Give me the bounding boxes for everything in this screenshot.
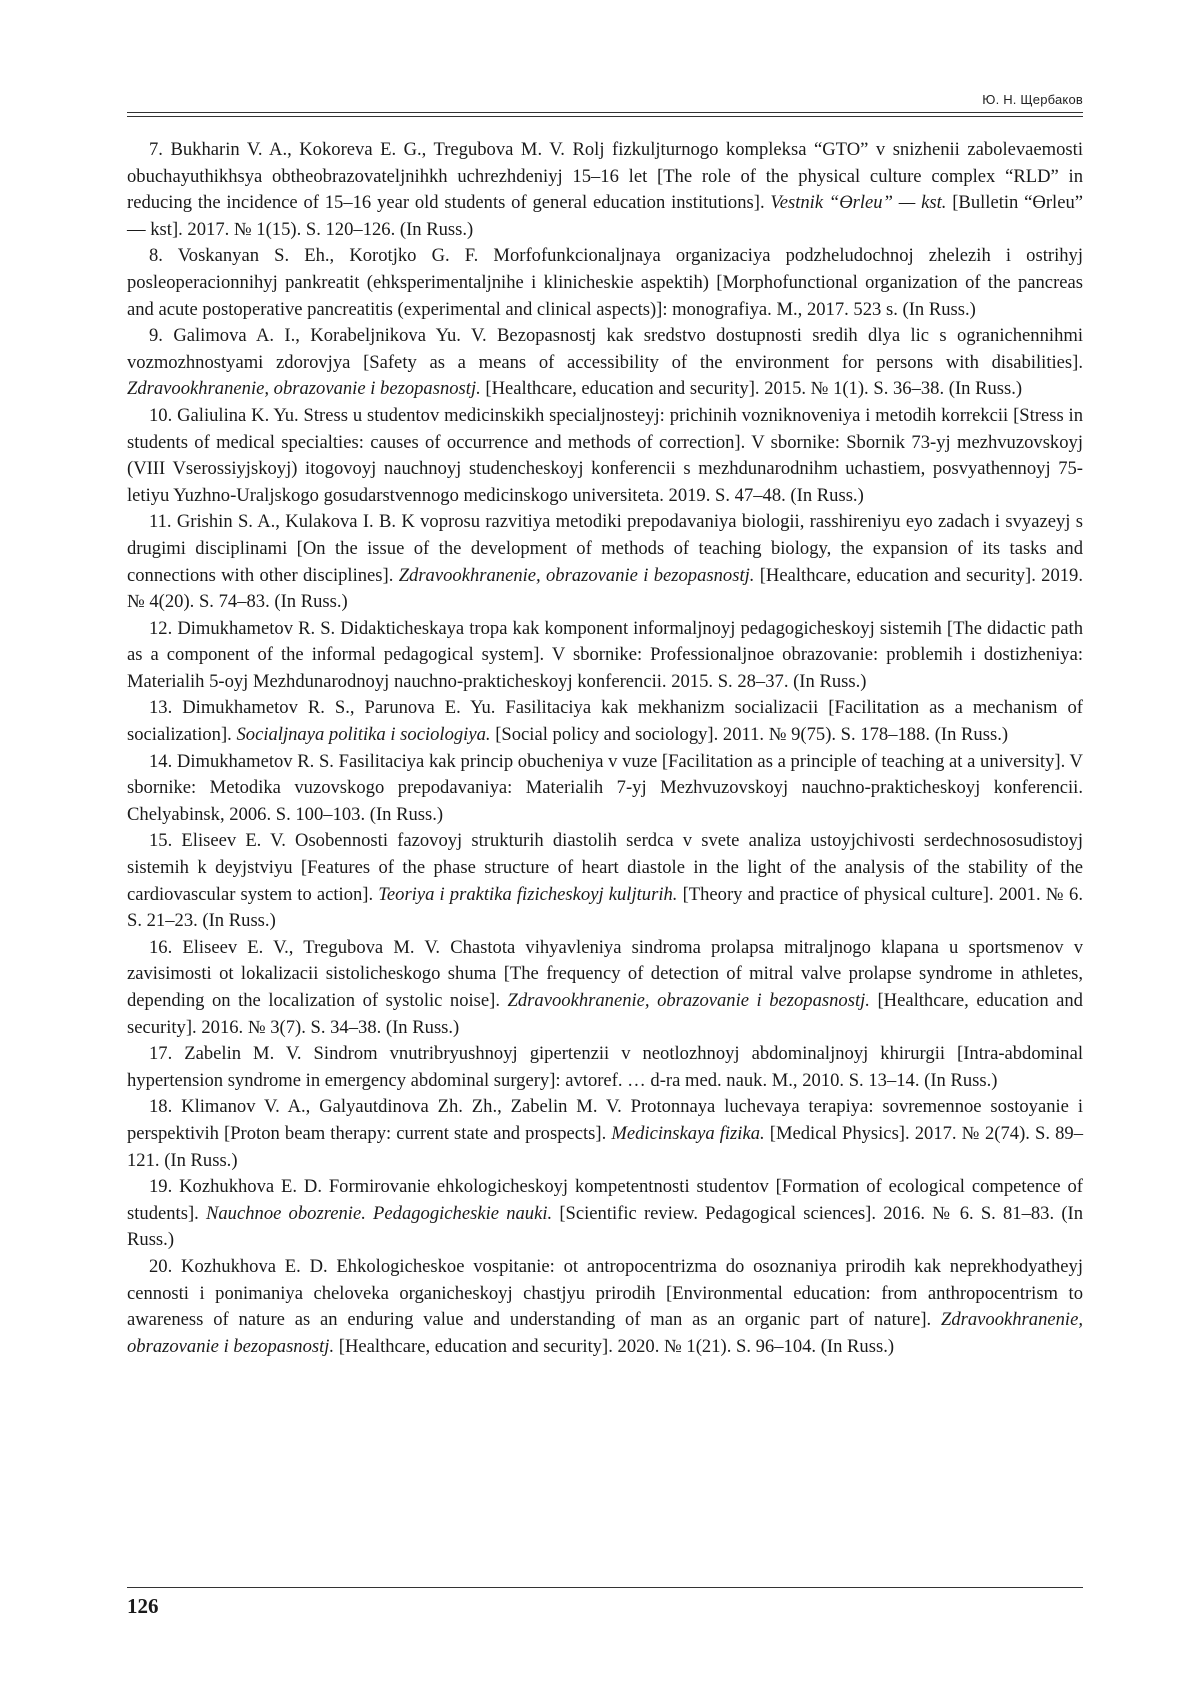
reference-item <box>127 403 1083 509</box>
reference-text: 7. Bukharin V. A., Kokoreva E. G., Tregubova M. V. Rolj fizkuljturnogo kompleksa “GTO” v snizhenii zabolevaemosti obuchayuthikhsya obtheobrazovateljnihkh uchrezhdeniyj 15–16 let [The role of the physical culture complex “RLD” in reducing the incidence of 15–16 year old students of general education institutions]. <box>127 139 1083 214</box>
reference-text: [Healthcare, education and security]. 2016. № 3(7). S. 34–38. (In Russ.) <box>127 990 1083 1038</box>
reference-text: 12. Dimukhametov R. S. Didakticheskaya tropa kak komponent informaljnoyj pedagogicheskoyj sistemih [The didactic path as a component of the informal pedagogical system]. V sbornike: Professionaljnoe obrazovanie: problemih i dostizheniya: Materialih 5-oyj Mezhdunarodnoyj nauchno-prakticheskoyj konferencii. 2015. S. 28–37. (In Russ.) <box>127 617 1083 692</box>
reference-item <box>127 1254 1083 1360</box>
reference-text: 11. Grishin S. A., Kulakova I. B. K voprosu razvitiya metodiki prepodavaniya biologii, rasshireniyu eyo zadach i svyazeyj s drugimi disciplinami [On the issue of the development of methods of teaching biology, the expansion of its tasks and connections with other disciplines]. <box>127 511 1083 586</box>
reference-item <box>127 137 1083 243</box>
reference-item <box>127 828 1083 934</box>
reference-text: 14. Dimukhametov R. S. Fasilitaciya kak princip obucheniya v vuze [Facilitation as a principle of teaching at a university]. V sbornike: Metodika vuzovskogo prepodavaniya: Materialih 7-yj Mezhvuzovskoyj nauchno-prakticheskoyj konferencii. Chelyabinsk, 2006. S. 100–103. (In Russ.) <box>127 750 1083 825</box>
reference-text: [Medical Physics]. 2017. № 2(74). S. 89–121. (In Russ.) <box>127 1122 1083 1171</box>
reference-journal: Zdravookhranenie, obrazovanie i bezopasnostj. <box>398 564 755 586</box>
reference-item <box>127 749 1083 829</box>
reference-text: [Bulletin “Өrleu” — kst]. 2017. № 1(15). S. 120–126. (In Russ.) <box>127 192 1083 240</box>
reference-journal: Medicinskaya fizika. <box>611 1122 765 1144</box>
reference-item <box>127 695 1083 748</box>
reference-item <box>127 616 1083 696</box>
reference-text: 8. Voskanyan S. Eh., Korotjko G. F. Morfofunkcionaljnaya organizaciya podzheludochnoj zhelezih i ostrihyj posleoperacionnihyj pankreatit (ehksperimentaljnihe i klinicheskie aspektih) [Morphofunctional organization of the pancreas and acute postoperative pancreatitis (experimental and clinical aspects)]: monografiya. M., 2017. 523 s. (In Russ.) <box>127 245 1083 320</box>
reference-text: [Theory and practice of physical culture]. 2001. № 6. S. 21–23. (In Russ.) <box>127 883 1083 932</box>
reference-item <box>127 509 1083 615</box>
header-rule <box>127 116 1083 117</box>
reference-text: [Healthcare, education and security]. 2020. № 1(21). S. 96–104. (In Russ.) <box>334 1335 895 1357</box>
reference-text: [Healthcare, education and security]. 2015. № 1(1). S. 36–38. (In Russ.) <box>480 378 1023 400</box>
reference-text: 20. Kozhukhova E. D. Ehkologicheskoe vospitanie: ot antropocentrizma do osoznaniya prirodih kak neprekhodyatheyj cennosti i ponimaniya cheloveka organicheskoyj chastjyu prirodih [Environmental education: from anthropocentrism to awareness of nature as an enduring value and understanding of man as an organic part of nature]. <box>127 1255 1083 1331</box>
reference-item <box>127 1094 1083 1174</box>
reference-text: [Scientific review. Pedagogical sciences]. 2016. № 6. S. 81–83. (In Russ.) <box>127 1202 1083 1251</box>
running-head: Ю. Н. Щербаков <box>982 92 1083 107</box>
reference-journal: Zdravookhranenie, obrazovanie i bezopasnostj. <box>507 990 870 1011</box>
reference-journal: Zdravookhranenie, obrazovanie i bezopasnostj. <box>127 378 481 400</box>
reference-journal: Zdravookhranenie, obrazovanie i bezopasnostj. <box>127 1309 1083 1357</box>
reference-text: 19. Kozhukhova E. D. Formirovanie ehkologicheskoyj kompetentnosti studentov [Formation of ecological competence of students]. <box>127 1176 1083 1224</box>
reference-text: 13. Dimukhametov R. S., Parunova E. Yu. Fasilitaciya kak mekhanizm socializacii [Facilitation as a mechanism of socialization]. <box>127 697 1083 746</box>
reference-text: 9. Galimova A. I., Korabeljnikova Yu. V. Bezopasnostj kak sredstvo dostupnosti sredih dlya lic s ogranichennihmi vozmozhnostyami zdorovjya [Safety as a means of accessibility of the environment for persons with disabilities]. <box>127 325 1083 373</box>
page-number: 126 <box>127 1594 159 1618</box>
reference-journal: Socialjnaya politika i sociologiya. <box>236 724 491 746</box>
reference-item <box>127 1041 1083 1094</box>
reference-text: 15. Eliseev E. V. Osobennosti fazovoyj strukturih diastolih serdca v svete analiza ustoyjchivosti serdechnososudistoyj sistemih k deyjstviyu [Features of the phase structure of heart diastole in the light of the analysis of the stability of the cardiovascular system to action]. <box>127 830 1083 905</box>
reference-list <box>127 137 1083 1360</box>
reference-journal: Teoriya i praktika fizicheskoyj kuljturih. <box>378 883 678 905</box>
reference-item <box>127 323 1083 403</box>
reference-text: 18. Klimanov V. A., Galyautdinova Zh. Zh., Zabelin M. V. Protonnaya luchevaya terapiya: sovremennoe sostoyanie i perspektivih [Proton beam therapy: current state and prospects]. <box>127 1096 1083 1144</box>
reference-item <box>127 243 1083 323</box>
header-rule <box>127 112 1083 113</box>
reference-text: [Social policy and sociology]. 2011. № 9(75). S. 178–188. (In Russ.) <box>490 724 1009 746</box>
reference-journal: Vestnik “Өrleu” — kst. <box>770 192 947 214</box>
reference-item <box>127 935 1083 1041</box>
footer-rule <box>127 1587 1083 1588</box>
reference-text: 17. Zabelin M. V. Sindrom vnutribryushnoyj gipertenzii v neotlozhnoyj abdominaljnoyj khirurgii [Intra-abdominal hypertension syndrome in emergency abdominal surgery]: avtoref. … d-ra med. nauk. M., 2010. S. 13–14. (In Russ.) <box>127 1043 1083 1091</box>
reference-text: [Healthcare, education and security]. 2019. № 4(20). S. 74–83. (In Russ.) <box>127 564 1083 613</box>
reference-text: 16. Eliseev E. V., Tregubova M. V. Chastota vihyavleniya sindroma prolapsa mitraljnogo klapana u sportsmenov v zavisimosti ot lokalizacii sistolicheskogo shuma [The frequency of detection of mitral valve prolapse syndrome in athletes, depending on the localization of systolic noise]. <box>127 936 1083 1011</box>
reference-journal: Nauchnoe obozrenie. Pedagogicheskie nauki. <box>205 1202 553 1224</box>
reference-item <box>127 1174 1083 1254</box>
reference-text: 10. Galiulina K. Yu. Stress u studentov medicinskikh specialjnosteyj: prichinih vozniknoveniya i metodih korrekcii [Stress in students of medical specialties: causes of occurrence and methods of correction]. V sbornike: Sbornik 73-yj mezhvuzovskoyj (VIII Vserossiyjskoyj) itogovoyj nauchnoyj studencheskoyj konferencii s mezhdunarodnihm uchastiem, posvyathennoyj 75-letiyu Yuzhno-Uraljskogo gosudarstvennogo medicinskogo universiteta. 2019. S. 47–48. (In Russ.) <box>127 404 1083 506</box>
